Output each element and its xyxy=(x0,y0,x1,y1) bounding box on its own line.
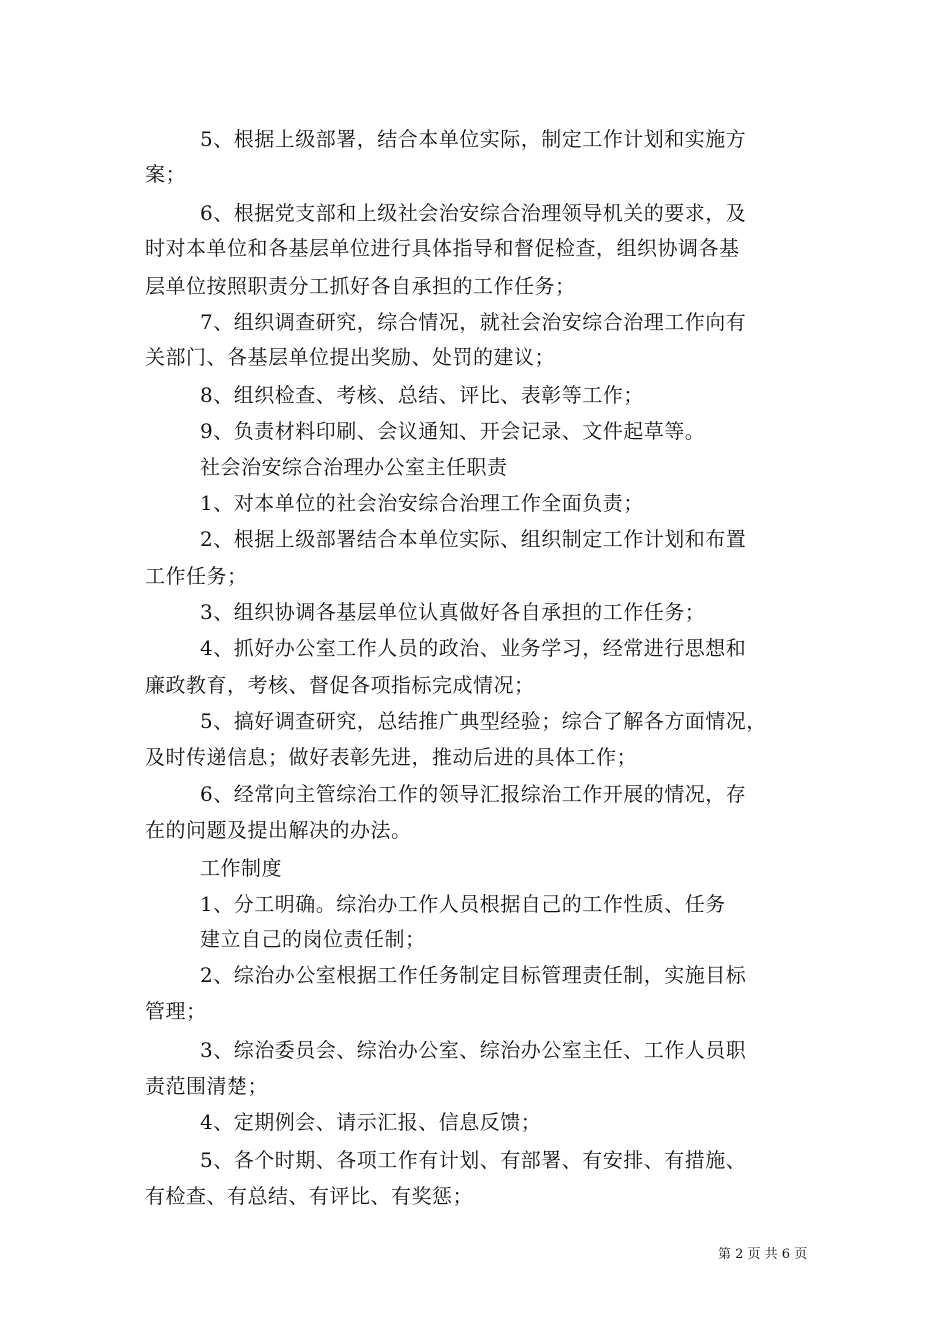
text-line: 建立自己的岗位责任制； xyxy=(200,927,426,951)
section-heading: 工作制度 xyxy=(200,856,282,880)
section-heading: 社会治安综合治理办公室主任职责 xyxy=(200,455,508,479)
text-line: 6、根据党支部和上级社会治安综合治理领导机关的要求，及 xyxy=(200,201,747,225)
text-line: 4、定期例会、请示汇报、信息反馈； xyxy=(200,1110,542,1134)
text-line: 案； xyxy=(145,162,186,186)
text-line: 5、各个时期、各项工作有计划、有部署、有安排、有措施、 xyxy=(200,1148,747,1172)
text-line: 3、综治委员会、综治办公室、综治办公室主任、工作人员职 xyxy=(200,1038,747,1062)
text-line: 1、对本单位的社会治安综合治理工作全面负责； xyxy=(200,491,644,515)
text-line: 9、负责材料印刷、会议通知、开会记录、文件起草等。 xyxy=(200,419,706,443)
text-line: 2、根据上级部署结合本单位实际、组织制定工作计划和布置 xyxy=(200,527,747,551)
text-line: 1、分工明确。综治办工作人员根据自己的工作性质、任务 xyxy=(200,892,726,916)
text-line: 及时传递信息；做好表彰先进，推动后进的具体工作； xyxy=(145,745,637,769)
text-line: 有检查、有总结、有评比、有奖惩； xyxy=(145,1184,473,1208)
text-line: 责范围清楚； xyxy=(145,1074,268,1098)
text-line: 在的问题及提出解决的办法。 xyxy=(145,818,412,842)
text-line: 管理； xyxy=(145,999,207,1023)
text-line: 7、组织调查研究，综合情况，就社会治安综合治理工作向有 xyxy=(200,310,747,334)
text-line: 6、经常向主管综治工作的领导汇报综治工作开展的情况，存 xyxy=(200,782,747,806)
text-line: 时对本单位和各基层单位进行具体指导和督促检查，组织协调各基 xyxy=(145,236,740,260)
text-line: 廉政教育，考核、督促各项指标完成情况； xyxy=(145,673,535,697)
text-line: 关部门、各基层单位提出奖励、处罚的建议； xyxy=(145,345,555,369)
text-line: 工作任务； xyxy=(145,564,248,588)
text-line: 3、组织协调各基层单位认真做好各自承担的工作任务； xyxy=(200,600,706,624)
text-line: 5、搞好调查研究，总结推广典型经验；综合了解各方面情况， xyxy=(200,709,767,733)
text-line: 4、抓好办公室工作人员的政治、业务学习，经常进行思想和 xyxy=(200,636,747,660)
text-line: 层单位按照职责分工抓好各自承担的工作任务； xyxy=(145,274,576,298)
page-number: 第 2 页 共 6 页 xyxy=(718,1247,808,1262)
text-line: 8、组织检查、考核、总结、评比、表彰等工作； xyxy=(200,383,644,407)
text-line: 2、综治办公室根据工作任务制定目标管理责任制，实施目标 xyxy=(200,963,747,987)
text-line: 5、根据上级部署，结合本单位实际，制定工作计划和实施方 xyxy=(200,127,747,151)
